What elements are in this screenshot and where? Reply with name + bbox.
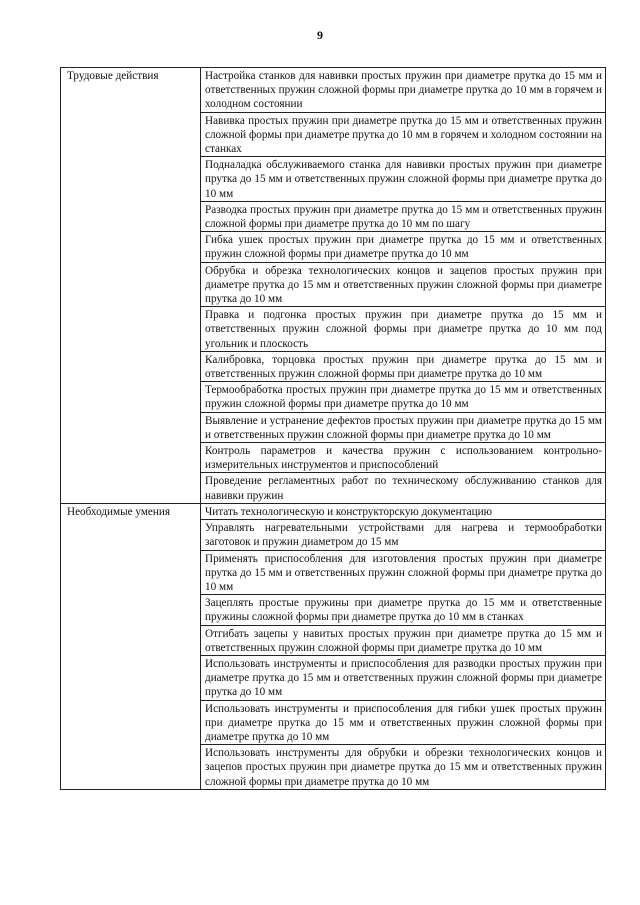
page-number: 9: [317, 28, 323, 42]
table-row: [61, 503, 606, 519]
item-cell: [201, 625, 606, 655]
item-text: Выявление и устранение дефектов простых пружин при диаметре прутка до 15 мм и ответственных пружин сложной формы при диаметре прутка до 10 мм: [205, 414, 602, 441]
item-text: Применять приспособления для изготовления простых пружин при диаметре прутка до 15 мм и ответственных пружин сложной формы при диаметре прутка до 10 мм: [205, 552, 602, 593]
item-text: Зацеплять простые пружины при диаметре прутка до 15 мм и ответственные пружины сложной формы при диаметре прутка до 10 мм в станках: [205, 597, 602, 624]
item-cell: [201, 745, 606, 790]
item-text: Использовать инструменты для обрубки и обрезки технологических концов и зацепов простых пружин при диаметре прутка до 15 мм и ответственных пружин сложной формы при диаметре прутка до 10 мм: [205, 747, 602, 788]
item-cell: [201, 520, 606, 550]
item-cell: [201, 412, 606, 442]
item-text: Читать технологическую и конструкторскую документацию: [205, 505, 492, 518]
item-cell: [201, 382, 606, 412]
item-cell: [201, 68, 606, 113]
section-label: Трудовые действия: [61, 68, 201, 504]
item-cell: [201, 201, 606, 231]
table-body: [61, 68, 606, 790]
item-text: Подналадка обслуживаемого станка для навивки простых пружин при диаметре прутка до 15 мм и ответственных пружин сложной формы при диаметре прутка до 10 мм: [205, 159, 602, 200]
item-text: Настройка станков для навивки простых пружин при диаметре прутка до 15 мм и ответственных пружин сложной формы при диаметре прутка до 10 мм в горячем и холодном состоянии: [205, 70, 602, 111]
item-cell: [201, 595, 606, 625]
item-cell: [201, 550, 606, 595]
item-cell: [201, 157, 606, 202]
table-row: [61, 68, 606, 113]
item-cell: [201, 700, 606, 745]
item-text: Навивка простых пружин при диаметре прутка до 15 мм и ответственных пружин сложной формы при диаметре прутка до 10 мм в горячем и холодном состоянии на станках: [205, 114, 602, 156]
item-cell: [201, 503, 606, 519]
item-cell: [201, 262, 606, 307]
item-cell: [201, 655, 606, 700]
item-text: Проведение регламентных работ по техническому обслуживанию станков для навивки пружин: [205, 475, 602, 502]
item-text: Термообработка простых пружин при диаметре прутка до 15 мм и ответственных пружин сложной формы при диаметре прутка до 10 мм: [205, 384, 602, 411]
item-text: Гибка ушек простых пружин при диаметре прутка до 15 мм и ответственных пружин сложной формы при диаметре прутка до 10 мм: [205, 234, 602, 261]
item-cell: [201, 473, 606, 503]
item-text: Использовать инструменты и приспособления для разводки простых пружин при диаметре прутка до 15 мм и ответственных пружин сложной формы при диаметре прутка до 10 мм: [205, 657, 602, 699]
item-cell: [201, 351, 606, 381]
item-cell: [201, 443, 606, 473]
item-text: Разводка простых пружин при диаметре прутка до 15 мм и ответственных пружин сложной формы при диаметре прутка до 10 мм по шагу: [205, 203, 602, 231]
item-cell: [201, 307, 606, 352]
item-text: Использовать инструменты и приспособления для гибки ушек простых пружин при диаметре прутка до 15 мм и ответственных пружин сложной формы при диаметре прутка до 10 мм: [205, 702, 602, 743]
item-cell: [201, 112, 606, 157]
item-cell: [201, 232, 606, 262]
item-text: Обрубка и обрезка технологических концов и зацепов простых пружин при диаметре прутка до 15 мм и ответственных пружин сложной формы при диаметре прутка до 10 мм: [205, 264, 602, 306]
item-text: Отгибать зацепы у навитых простых пружин при диаметре прутка до 15 мм и ответственных пружин сложной формы при диаметре прутка до 10 мм: [205, 627, 602, 654]
item-text: Управлять нагревательными устройствами для нагрева и термообработки заготовок и пружин диаметром до 15 мм: [205, 522, 602, 549]
item-text: Калибровка, торцовка простых пружин при диаметре прутка до 15 мм и ответственных пружин сложной формы при диаметре прутка до 10 мм: [205, 353, 602, 381]
item-text: Правка и подгонка простых пружин при диаметре прутка до 15 мм и ответственных пружин сложной формы при диаметре прутка до 10 мм под угольник и плоскость: [205, 309, 602, 350]
requirements-table: [60, 67, 606, 790]
item-text: Контроль параметров и качества пружин с использованием контрольно-измерительных инструментов и приспособлений: [205, 445, 602, 472]
section-label: Необходимые умения: [61, 503, 201, 789]
